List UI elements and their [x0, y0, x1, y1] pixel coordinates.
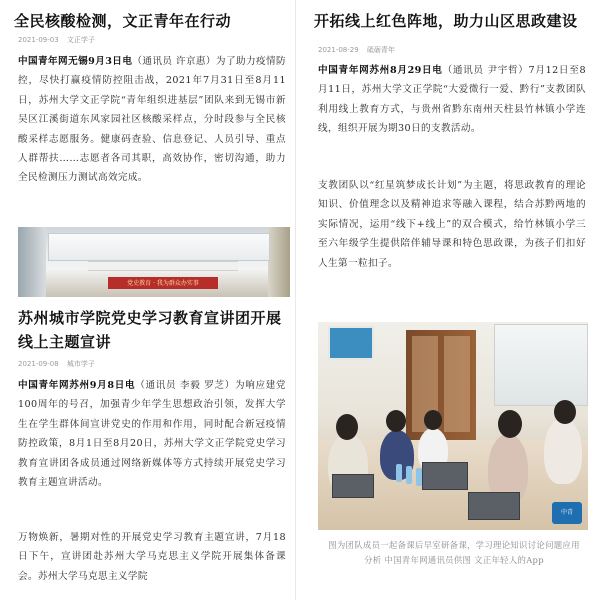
article-body — [18, 52, 286, 188]
article-body-continued: 支教团队以“红星筑梦成长计划”为主题，将思政教育的理论知识、价值理念以及精神追求等融入课程，结合苏黔两地的实际情况，运用“线下+线上”的双合模式，给竹林镇小学三至六年级学生提供陪伴辅导课和特色思政课，为孩子们扣好人生第一粒扣子。 — [318, 180, 586, 269]
watermark-logo — [552, 502, 582, 524]
article-text: （通讯员 李毅 罗芝）为响应建党100周年的号召，加强青少年学生思想政治引领，发挥大学生在学生群体间宣讲党史的作用和作用，同时配合新冠疫情防控政策，8月1日至8月20日，苏州大学文正学院党史学习教育宣讲团各成员通过网络新媒体等方式持续开展党史学习教育主题宣讲活动。 — [18, 380, 287, 489]
right-news-panel — [304, 0, 596, 600]
classroom-photo — [318, 322, 588, 530]
water-bottle — [416, 468, 422, 486]
ceiling-beam — [88, 261, 238, 271]
article-date: 2021-08-29 — [318, 46, 359, 54]
article-title[interactable]: 苏州城市学院党史学习教育宣讲团开展线上主题宣讲 — [18, 309, 282, 351]
student-head — [386, 410, 406, 432]
banner-text: 党史教育 · 我为群众办实事 — [127, 280, 199, 287]
article-lead: 中国青年网无锡9月3日电 — [18, 56, 133, 67]
article-body — [18, 376, 286, 492]
article-date: 2021-09-03 — [18, 36, 59, 44]
student-head — [424, 410, 442, 430]
student-head — [336, 414, 358, 440]
article-body — [318, 61, 586, 139]
article-author[interactable]: 砥砺青年 — [366, 46, 395, 54]
red-banner — [108, 277, 218, 289]
logo-text: 中青 — [560, 509, 573, 516]
window-right — [268, 227, 290, 297]
article-text: （通讯员 许京惠）为了助力疫情防控，尽快打赢疫情防控阻击战，2021年7月31日至8月11日，苏州大学文正学院“青年组织进基层”团队来到无锡市新吴区江溪街道东风家园社区核酸采样点，分时段参与全民核酸采样志愿服务。健康码查验、信息登记、人员引导、重点人群帮扶……志愿者各司其职，高效协作，密切沟通，助力全民检测压力测试高效完成。 — [18, 56, 287, 184]
water-bottle — [406, 466, 412, 484]
student — [544, 418, 582, 484]
article-text: （通讯员 尹宇哲）7月12日至8月11日，苏州大学文正学院“大爱微行一爱、黔行”支教团队利用线上教育方式，与贵州省黔东南州天柱县竹林镇小学连线，组织开展为期30日的支教活动。 — [318, 65, 586, 135]
article-title[interactable]: 开拓线上红色阵地，助力山区思政建设 — [314, 12, 578, 30]
article-meta — [18, 359, 95, 369]
corridor-photo — [18, 227, 290, 297]
cabinet-door — [444, 336, 470, 432]
article-author[interactable]: 文正学子 — [66, 36, 95, 44]
window — [494, 324, 588, 406]
article-date: 2021-09-08 — [18, 360, 59, 368]
photo-caption: 图为团队成员一起备课后早室研备课，学习理论知识讨论问题应用分析 中国青年网通讯员供图 文正年轻人的App — [328, 540, 580, 565]
left-news-panel — [4, 0, 296, 600]
article-meta — [18, 35, 95, 45]
notice-board — [328, 326, 374, 360]
student-head — [554, 400, 576, 424]
article-title[interactable]: 全民核酸检测，文正青年在行动 — [14, 12, 232, 30]
laptop — [422, 462, 468, 490]
article-meta — [318, 45, 395, 55]
laptop — [468, 492, 520, 520]
water-bottle — [396, 464, 402, 482]
ceiling-panel — [48, 233, 270, 261]
article-lead: 中国青年网苏州9月8日电 — [18, 380, 136, 391]
student-head — [498, 410, 522, 438]
laptop — [332, 474, 374, 498]
article-author[interactable]: 城市学子 — [66, 360, 95, 368]
article-lead: 中国青年网苏州8月29日电 — [318, 65, 443, 76]
article-body-continued: 万物焕新，暑期对性的开展党史学习教育主题宣讲，7月18日下午，宣讲团赴苏州大学马克思主义学院开展集体备课会。苏州大学马克思主义学院 — [18, 532, 286, 582]
window-left — [18, 227, 46, 297]
